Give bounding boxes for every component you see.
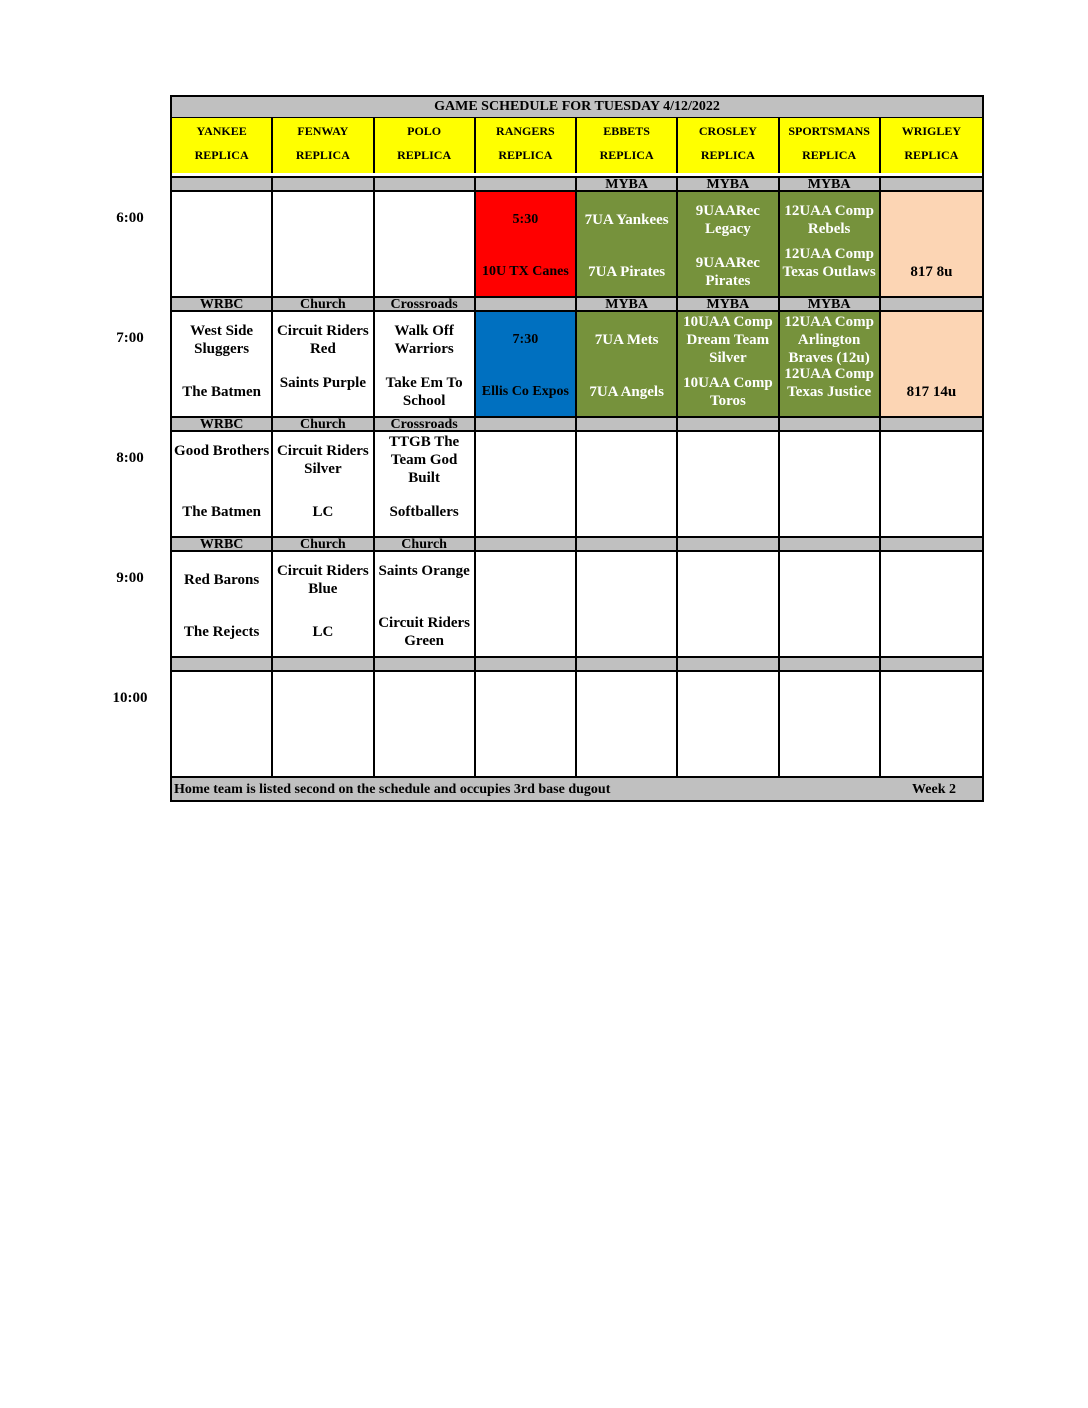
field-type: REPLICA <box>802 148 857 162</box>
league-label <box>881 296 982 312</box>
game-cell <box>273 312 374 416</box>
league-label <box>375 656 476 672</box>
game-cell <box>375 312 476 416</box>
game-cell <box>780 552 881 656</box>
game-cell <box>476 312 577 416</box>
away-team: Walk Off Warriors <box>394 323 454 357</box>
league-label <box>476 656 577 672</box>
league-label <box>780 416 881 432</box>
game-cell <box>476 672 577 776</box>
field-type: REPLICA <box>295 148 350 162</box>
game-cell <box>375 192 476 296</box>
time-label: 7:00 <box>116 330 144 346</box>
league-label <box>881 176 982 192</box>
home-team: LC <box>312 504 334 520</box>
game-cell <box>678 672 779 776</box>
home-team: Take Em To School <box>385 375 463 409</box>
field-header-rangers <box>476 118 577 173</box>
home-team: 9UAARec Pirates <box>695 255 760 289</box>
game-cell <box>577 312 678 416</box>
polo-header-gap <box>474 118 476 173</box>
game-cell <box>881 672 982 776</box>
field-name: POLO <box>407 124 442 138</box>
league-label <box>678 536 779 552</box>
field-name: SPORTSMANS <box>788 124 870 138</box>
field-type: REPLICA <box>599 148 654 162</box>
league-label: WRBC <box>172 296 273 312</box>
game-cell <box>273 552 374 656</box>
game-cell <box>881 432 982 536</box>
league-label <box>375 176 476 192</box>
league-label: Church <box>273 416 374 432</box>
league-label: MYBA <box>678 296 779 312</box>
league-label <box>577 416 678 432</box>
field-name: RANGERS <box>496 124 555 138</box>
game-cell <box>678 312 779 416</box>
game-cell <box>780 672 881 776</box>
away-team: 7:30 <box>512 332 539 347</box>
game-cell <box>375 432 476 536</box>
home-team: 817 14u <box>906 384 957 400</box>
home-team: Circuit Riders Green <box>378 615 471 649</box>
footer-week: Week 2 <box>912 782 956 797</box>
league-label <box>881 656 982 672</box>
game-cell <box>780 312 881 416</box>
game-cell <box>172 672 273 776</box>
home-team: 7UA Angels <box>589 384 664 400</box>
field-type: REPLICA <box>194 148 249 162</box>
game-cell <box>172 432 273 536</box>
league-label: MYBA <box>577 296 678 312</box>
league-label: Church <box>375 536 476 552</box>
league-label: Church <box>273 296 374 312</box>
league-label <box>881 416 982 432</box>
game-cell <box>577 432 678 536</box>
game-cell <box>273 432 374 536</box>
game-cell <box>577 192 678 296</box>
field-header-polo <box>375 118 476 173</box>
field-name: WRIGLEY <box>901 124 962 138</box>
league-label <box>172 176 273 192</box>
game-cell <box>476 192 577 296</box>
time-label: 9:00 <box>116 570 144 586</box>
away-team: West Side Sluggers <box>190 323 254 357</box>
game-cell <box>476 432 577 536</box>
league-label: MYBA <box>780 176 881 192</box>
away-team: 10UAA Comp Dream Team Silver <box>683 314 773 366</box>
game-cell <box>678 552 779 656</box>
field-name: FENWAY <box>297 124 349 138</box>
league-label: WRBC <box>172 416 273 432</box>
away-team: 5:30 <box>512 212 539 227</box>
league-label: MYBA <box>780 296 881 312</box>
home-team: Saints Purple <box>279 375 366 391</box>
league-label <box>476 296 577 312</box>
league-label <box>476 416 577 432</box>
game-cell <box>273 192 374 296</box>
away-team: 7UA Mets <box>594 332 659 348</box>
game-cell <box>780 192 881 296</box>
field-header-sportsmans <box>780 118 881 173</box>
time-label: 8:00 <box>116 450 144 466</box>
league-label: MYBA <box>577 176 678 192</box>
league-label <box>273 176 374 192</box>
away-team: Circuit Riders Blue <box>276 563 369 597</box>
field-name: CROSLEY <box>698 124 757 138</box>
home-team: Ellis Co Expos <box>481 384 569 399</box>
field-type: REPLICA <box>700 148 755 162</box>
footer-note: Home team is listed second on the schedule and occupies 3rd base dugout <box>174 782 611 797</box>
league-label <box>273 656 374 672</box>
home-team: Softballers <box>389 504 459 520</box>
page-title: GAME SCHEDULE FOR TUESDAY 4/12/2022 <box>172 97 982 118</box>
home-team: 12UAA Comp Texas Outlaws <box>782 246 876 280</box>
game-cell <box>780 432 881 536</box>
time-label: 6:00 <box>116 210 144 226</box>
away-team: 12UAA Comp Rebels <box>784 203 874 237</box>
league-label: Crossroads <box>375 416 476 432</box>
game-cell <box>172 312 273 416</box>
game-cell <box>375 672 476 776</box>
away-team: Circuit Riders Red <box>276 323 369 357</box>
home-team: The Batmen <box>182 504 261 520</box>
game-cell <box>375 552 476 656</box>
league-label <box>678 656 779 672</box>
league-label <box>172 656 273 672</box>
game-cell <box>678 432 779 536</box>
away-team: Good Brothers <box>174 443 270 459</box>
game-cell <box>881 312 982 416</box>
away-team: Circuit Riders Silver <box>276 443 369 477</box>
game-cell <box>172 552 273 656</box>
home-team: 817 8u <box>910 264 953 280</box>
field-header-crosley <box>678 118 779 173</box>
league-label <box>577 656 678 672</box>
field-header-ebbets <box>577 118 678 173</box>
home-team: 12UAA Comp Texas Justice <box>784 366 874 400</box>
game-cell <box>577 552 678 656</box>
home-team: 10UAA Comp Toros <box>683 375 773 409</box>
game-cell <box>881 552 982 656</box>
field-name: YANKEE <box>196 124 247 138</box>
game-cell <box>678 192 779 296</box>
field-header-yankee <box>172 118 273 173</box>
away-team: 9UAARec Legacy <box>695 203 760 237</box>
league-label: WRBC <box>172 536 273 552</box>
home-team: LC <box>312 624 334 640</box>
league-label: MYBA <box>678 176 779 192</box>
league-label <box>577 536 678 552</box>
league-label <box>476 536 577 552</box>
league-label: Crossroads <box>375 296 476 312</box>
away-team: TTGB The Team God Built <box>389 434 460 486</box>
game-cell <box>476 552 577 656</box>
game-cell <box>273 672 374 776</box>
home-team: The Rejects <box>183 624 260 640</box>
home-team: 7UA Pirates <box>588 264 666 280</box>
league-label <box>780 656 881 672</box>
league-label <box>881 536 982 552</box>
field-header-fenway <box>273 118 374 173</box>
league-label <box>476 176 577 192</box>
away-team: 12UAA Comp Arlington Braves (12u) <box>784 314 874 366</box>
league-label: Church <box>273 536 374 552</box>
game-cell <box>881 192 982 296</box>
field-header-wrigley <box>881 118 982 173</box>
time-label: 10:00 <box>112 690 148 706</box>
away-team: Saints Orange <box>378 563 470 579</box>
league-label <box>678 416 779 432</box>
field-type: REPLICA <box>498 148 553 162</box>
footer-bar <box>172 776 982 800</box>
game-cell <box>577 672 678 776</box>
home-team: 10U TX Canes <box>481 264 569 279</box>
field-name: EBBETS <box>603 124 650 138</box>
game-cell <box>172 192 273 296</box>
away-team: 7UA Yankees <box>584 212 669 228</box>
field-type: REPLICA <box>904 148 959 162</box>
away-team: Red Barons <box>184 572 260 588</box>
field-type: REPLICA <box>397 148 452 162</box>
league-label <box>780 536 881 552</box>
home-team: The Batmen <box>182 384 261 400</box>
